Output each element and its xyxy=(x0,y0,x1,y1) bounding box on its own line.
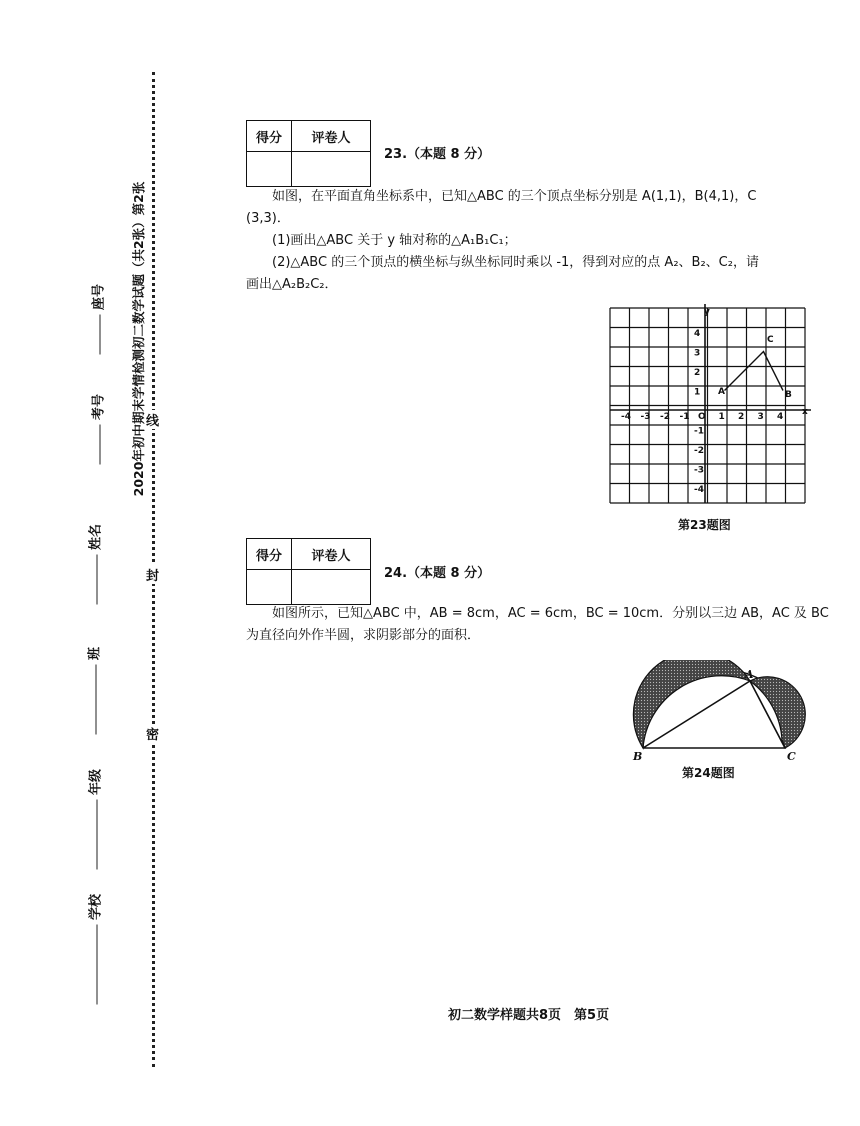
q23-line4: (2)△ABC 的三个顶点的横坐标与纵坐标同时乘以 -1，得到对应的点 A₂、B₂、C₂，请 xyxy=(272,255,759,270)
x-tick-label: 2 xyxy=(738,412,745,422)
q24-figure-caption: 第24题图 xyxy=(682,766,735,780)
point-a-label: A xyxy=(718,387,725,397)
x-tick-label: -1 xyxy=(679,412,690,422)
q24-line2: 为直径向外作半圆，求阴影部分的面积． xyxy=(246,628,481,643)
point-c-label: C xyxy=(787,750,796,763)
field-class: 班 xyxy=(84,625,103,735)
point-b-label: B xyxy=(633,750,643,763)
y-tick-label: -2 xyxy=(694,446,704,456)
q23-coordinate-grid xyxy=(600,300,820,515)
x-tick-label: 3 xyxy=(757,412,764,422)
q23-line5: 画出△A₂B₂C₂． xyxy=(246,277,338,292)
q23-line2: (3,3)． xyxy=(246,211,290,226)
field-seat-no: 座号 xyxy=(88,265,107,355)
grader-cell[interactable] xyxy=(292,152,371,187)
page-footer: 初二数学样题共8页 第5页 xyxy=(448,1008,610,1023)
field-school: 学校 xyxy=(85,885,104,1005)
q24-semicircle-figure xyxy=(625,660,815,770)
y-tick-label: -4 xyxy=(694,485,704,495)
score-box-q24 xyxy=(246,538,371,605)
q24-text xyxy=(246,603,836,647)
field-grade: 年级 xyxy=(85,750,104,870)
grader-label: 评卷人 xyxy=(292,539,371,570)
x-tick-label: -4 xyxy=(621,412,631,422)
triangle-abc xyxy=(725,352,784,391)
y-tick-label: -1 xyxy=(694,426,704,437)
field-exam-no: 考号 xyxy=(88,375,107,465)
score-box-q23 xyxy=(246,120,371,187)
point-c-label: C xyxy=(767,335,774,345)
q24-heading: 24.（本题 8 分） xyxy=(384,566,491,581)
q23-figure-caption: 第23题图 xyxy=(678,518,731,532)
mark-mi: 密 xyxy=(146,724,159,743)
q23-line3: (1)画出△ABC 关于 y 轴对称的△A₁B₁C₁； xyxy=(272,233,517,248)
mark-xian: 线 xyxy=(146,410,159,429)
grader-label: 评卷人 xyxy=(292,121,371,152)
field-name: 姓名 xyxy=(85,505,104,605)
y-tick-label: -3 xyxy=(694,465,704,476)
x-tick-label: 1 xyxy=(718,412,725,422)
x-tick-label: -2 xyxy=(660,412,670,422)
y-tick-label: 1 xyxy=(694,387,701,398)
score-label: 得分 xyxy=(247,121,292,152)
score-cell[interactable] xyxy=(247,570,292,605)
origin-label: O xyxy=(698,412,706,422)
y-axis-label: y xyxy=(704,307,710,317)
point-b-label: B xyxy=(785,390,792,400)
y-tick-label: 3 xyxy=(694,348,701,359)
y-tick-label: 4 xyxy=(694,329,701,339)
y-tick-label: 2 xyxy=(694,368,701,378)
q23-heading: 23.（本题 8 分） xyxy=(384,147,491,162)
q23-line1: 如图，在平面直角坐标系中，已知△ABC 的三个顶点坐标分别是 A(1,1)，B(4,1)，C xyxy=(272,189,757,204)
x-tick-label: 4 xyxy=(777,412,784,422)
score-cell[interactable] xyxy=(247,152,292,187)
point-a-label: A xyxy=(745,668,754,681)
score-label: 得分 xyxy=(247,539,292,570)
q23-text xyxy=(246,186,836,296)
exam-title: 2020年初中期末学情检测初二数学试题（共2张）第2张 xyxy=(131,181,146,497)
x-tick-label: -3 xyxy=(640,412,651,422)
grader-cell[interactable] xyxy=(292,570,371,605)
x-axis-label: x xyxy=(802,407,808,417)
q24-line1: 如图所示，已知△ABC 中，AB = 8cm，AC = 6cm，BC = 10cm．分别以三边 AB，AC 及 BC xyxy=(272,606,829,621)
mark-feng: 封 xyxy=(146,565,159,584)
